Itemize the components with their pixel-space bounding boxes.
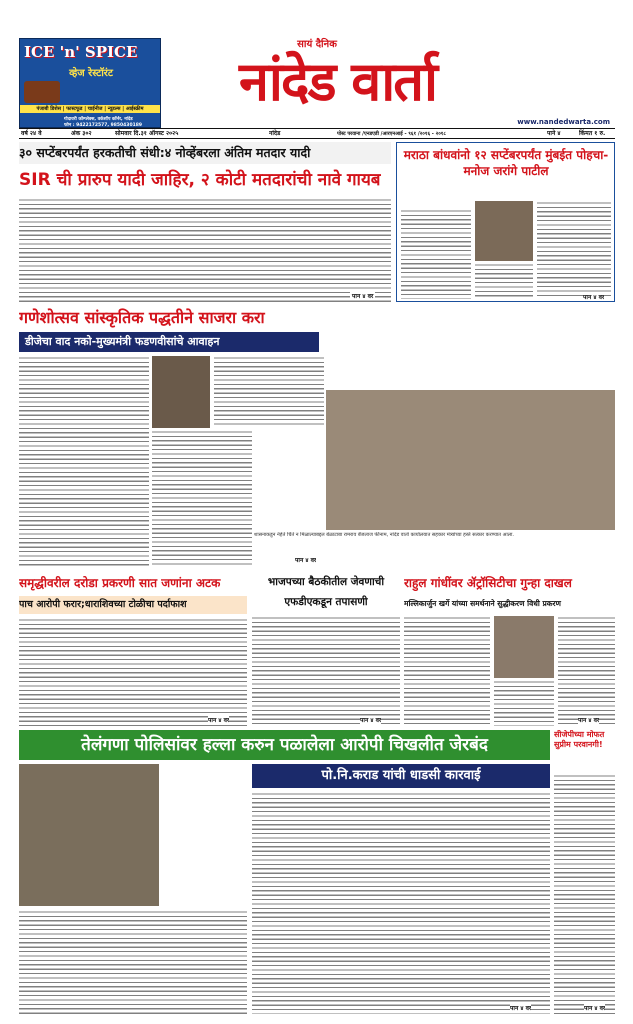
restaurant-ad — [19, 38, 161, 128]
cji-box — [554, 730, 615, 1016]
telangana-headline: तेलंगणा पोलिसांवर हल्ला करुन पळालेला आरोपी चिखलीत जेरबंद — [19, 730, 550, 760]
ganesh-headline: गणेशोत्सव सांस्कृतिक पद्धतीने साजरा करा — [19, 308, 265, 327]
story1-title: SIR ची प्रारुप यादी जाहिर, २ कोटी मतदारांची नावे गायब — [19, 170, 381, 190]
dateline-price: किंमत १ रु. — [579, 130, 606, 137]
samruddhi-headline: समृद्धीवरील दरोडा प्रकरणी सात जणांना अटक — [19, 576, 221, 590]
felicitation-photo — [326, 390, 615, 530]
masthead-website: www.nandedwarta.com — [517, 118, 610, 126]
jarange-photo — [475, 201, 533, 261]
samruddhi-more: पान ४ वर — [208, 717, 230, 724]
samruddhi-sub: पाच आरोपी फरार;धाराशिवच्या टोळीचा पर्दाफाश — [19, 596, 247, 614]
dateline-pages: पाने ४ — [547, 130, 561, 137]
masthead-title: नांदेड वार्ता — [238, 49, 437, 113]
masthead-tagline: सायं दैनिक — [297, 39, 337, 50]
bjp-headline: भाजपच्या बैठकीतील जेवणाची एफडीएकडून तपासणी — [267, 576, 385, 608]
felicitation-caption: शासनाकडून नेहेते चिंते न मिळाल्याबद्दल बेळाटाबा रामराव बँजलाज फीनाम, नांदेड वार्ता कार्यालयात सहकार मंत्र्यांच्या हस्ते सत्कार करण्यात आला. — [254, 532, 515, 538]
rahul-text-2 — [558, 616, 615, 726]
jarange-box — [396, 142, 615, 302]
dateline-postal: पोस्ट परवाना /एनडएडी /आरएनआई - ९६१ /२०१६ - २०१८ — [337, 131, 446, 137]
ad-phone: फोन : 9422172577, 9850430189 — [64, 123, 142, 128]
story1-text — [19, 198, 391, 302]
story1-headline: ३० सप्टेंबरपर्यंत हरकतीची संधी:४ नोव्हेंबरला अंतिम मतदार यादी — [19, 142, 391, 164]
rahul-more: पान ४ वर — [578, 717, 600, 724]
rahul-text-3 — [494, 680, 554, 726]
telangana-sub: पो.नि.कराड यांची धाडसी कारवाई — [252, 764, 550, 788]
jarange-text-2 — [475, 263, 533, 299]
telangana-more: पान ४ वर — [510, 1005, 532, 1012]
jarange-text-3 — [537, 201, 611, 299]
telangana-text — [19, 910, 247, 1014]
jarange-headline: मराठा बांधवांनो १२ सप्टेंबरपर्यंत मुंबईत पोहचा-मनोज जरांगे पाटील — [403, 148, 609, 178]
rahul-headline: राहुल गांधींवर ॲट्रॉसिटीचा गुन्हा दाखल — [404, 576, 572, 590]
rahul-photo — [494, 616, 554, 678]
cji-more: पान ४ वर — [584, 1005, 606, 1012]
jarange-text — [401, 209, 471, 299]
fadnavis-photo — [152, 356, 210, 428]
cji-headline: सीजेपीच्या मोफत सुप्रीम परवानगी! — [554, 730, 605, 749]
dateline-issue: अंक ३०२ — [71, 130, 92, 137]
ad-brand: ICE 'n' SPICE — [24, 43, 138, 61]
ganesh-text-2 — [152, 430, 252, 566]
telangana-text-2 — [252, 792, 550, 1014]
ganesh-text-3 — [214, 356, 324, 426]
dateline-bar — [19, 128, 615, 139]
dateline-city: नांदेड — [269, 130, 281, 137]
rahul-text — [404, 616, 490, 726]
dateline-year: वर्ष २४ वे — [21, 130, 42, 137]
ad-food-image — [24, 81, 60, 103]
ad-cuisines: पंजाबी डिशेस | फास्टफूड | चाईनीज | न्यूडल्स | आईस्क्रीम — [20, 105, 160, 113]
ganesh-more: पान ४ वर — [295, 557, 317, 564]
rahul-sub: मल्लिकार्जुन खर्गे यांच्या समर्थनाने सुद्धीकरण विधी प्रकरण — [404, 599, 561, 608]
story1-more: पान ४ वर — [352, 293, 374, 300]
samruddhi-text — [19, 618, 247, 726]
dateline-date: सोमवार दि.३१ ऑगस्ट २०२५ — [115, 130, 179, 137]
bjp-text — [252, 616, 400, 724]
bjp-more: पान ४ वर — [360, 717, 382, 724]
ganesh-sub: डीजेचा वाद नको-मुख्यमंत्री फडणवीसांचे आवाहन — [19, 332, 319, 352]
jarange-more: पान ४ वर — [583, 294, 605, 301]
ganesh-text — [19, 356, 149, 566]
ad-subtitle: व्हेज रेस्टॉरंट — [69, 68, 113, 79]
cji-text — [554, 774, 615, 1014]
ad-address: गोदावरी कॉम्प्लेक्स, वर्कशॉप कॉर्नर, नांदेड — [64, 117, 133, 122]
telangana-photo — [19, 764, 159, 906]
